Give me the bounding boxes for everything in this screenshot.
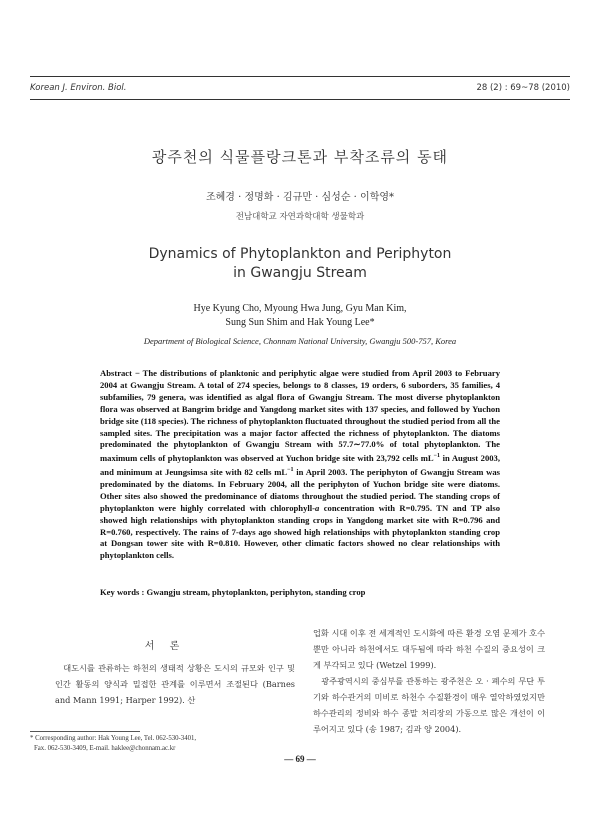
english-title-line2: in Gwangju Stream xyxy=(233,265,367,281)
page-number: — 69 — xyxy=(284,754,316,764)
footnote-line1: * Corresponding author: Hak Young Lee, Tel. 062-530-3401, xyxy=(30,735,197,742)
abstract-chl-a: a xyxy=(315,502,320,513)
footnote xyxy=(30,734,290,753)
abstract-sup1: −1 xyxy=(433,453,441,460)
intro-right-column xyxy=(313,625,545,737)
abstract-part3: in April 2003. The periphyton of Gwangju Stream was predominated by the diatoms. In February 2004, all the periphyton of Yuchon bridge site were diatoms. Other sites also showed the predominance of diatoms throughout the studied period. The standing crops of phytoplankton were highly correlated with chlorophyll- xyxy=(100,466,500,513)
journal-name: Korean J. Environ. Biol. xyxy=(30,83,127,93)
english-title xyxy=(0,245,600,283)
footnote-divider xyxy=(30,731,140,732)
korean-title: 광주천의 식물플랑크톤과 부착조류의 동태 xyxy=(151,148,449,166)
abstract-sup2: −1 xyxy=(287,467,294,474)
abstract-part4: concentration with R=0.795. TN and TP also showed high relationships with phytoplankton standing crops in Yangdong market site with R=0.796 and R=0.760, respectively. The rains of 7-days ago showed high relationships with phytoplankton standing crop at Dongsan tower site with R=0.810. However, other climatic factors showed no clear relationships with phytoplankton cells. xyxy=(100,502,501,561)
english-authors-line1: Hye Kyung Cho, Myoung Hwa Jung, Gyu Man Kim, xyxy=(193,303,407,314)
english-affiliation: Department of Biological Science, Chonnam National University, Gwangju 500-757, Korea xyxy=(143,336,457,346)
korean-authors: 조혜경 · 정명화 · 김규만 · 심성순 · 이학영* xyxy=(205,192,395,203)
intro-right-paragraph2: 광주광역시의 중심부를 관통하는 광주천은 오 · 폐수의 무단 투기와 하수관거의 미비로 하천수 수질환경이 매우 열악하였었지만 하수관리의 정비와 하수 종말 처리장의 가동으로 많은 개선이 이루어지고 있다 (송 1987; 김과 양 2004). xyxy=(313,676,545,734)
intro-left-column: 대도시를 관류하는 하천의 생태적 상황은 도시의 규모와 인구 및 인간 활동의 양식과 밀접한 관계를 이루면서 조절된다 (Barnes and Mann 1991; Harper 1992). 산 xyxy=(55,663,295,705)
english-authors xyxy=(0,302,600,330)
intro-right-paragraph1: 업화 시대 이후 전 세계적인 도시화에 따른 환경 오염 문제가 호수뿐만 아니라 하천에서도 대두됨에 따라 하천 수질의 중요성이 크게 부각되고 있다 (Wetzel 1999). xyxy=(313,628,545,670)
english-authors-line2: Sung Sun Shim and Hak Young Lee* xyxy=(225,317,375,328)
footnote-line2: Fax. 062-530-3409, E-mail. haklee@chonnam.ac.kr xyxy=(34,744,176,752)
volume-info: 28 (2) : 69~78 (2010) xyxy=(476,83,570,93)
section-title-introduction: 서 론 xyxy=(144,641,186,652)
english-title-line1: Dynamics of Phytoplankton and Periphyton xyxy=(148,246,452,262)
abstract-part2: in August 2003, and minimum at Jeungsimsa site with 82 cells mL xyxy=(100,453,500,477)
keywords: Key words : Gwangju stream, phytoplankton, periphyton, standing crop xyxy=(100,587,366,597)
abstract-part1: Abstract − The distributions of planktonic and periphytic algae were studied from April 2003 to February 2004 at Gwangju Stream. A total of 274 species, belongs to 8 classes, 19 orders, 6 suborders, 35 families, 4 subfamilies, 79 genera, was identified as algal flora of Gwangju Stream. The most diverse phytoplankton flora was observed at Bangrim bridge and Yangdong market sites with 137 species, and followed by Yuchon bridge site (118 species). The richness of phytoplankton fluctuated throughout the studied period from all the sampled sites. The precipitation was a major factor affected the richness of phytoplankton. The diatoms predominated the phytoplankton of Gwangju Stream with 57.7∼77.0% of total phytoplankton. The maximum cells of phytoplankton was observed at Yuchon bridge site with 23,792 cells mL xyxy=(100,368,500,464)
abstract xyxy=(100,368,500,562)
running-header xyxy=(30,76,570,100)
korean-affiliation: 전남대학교 자연과학대학 생물학과 xyxy=(235,212,365,222)
